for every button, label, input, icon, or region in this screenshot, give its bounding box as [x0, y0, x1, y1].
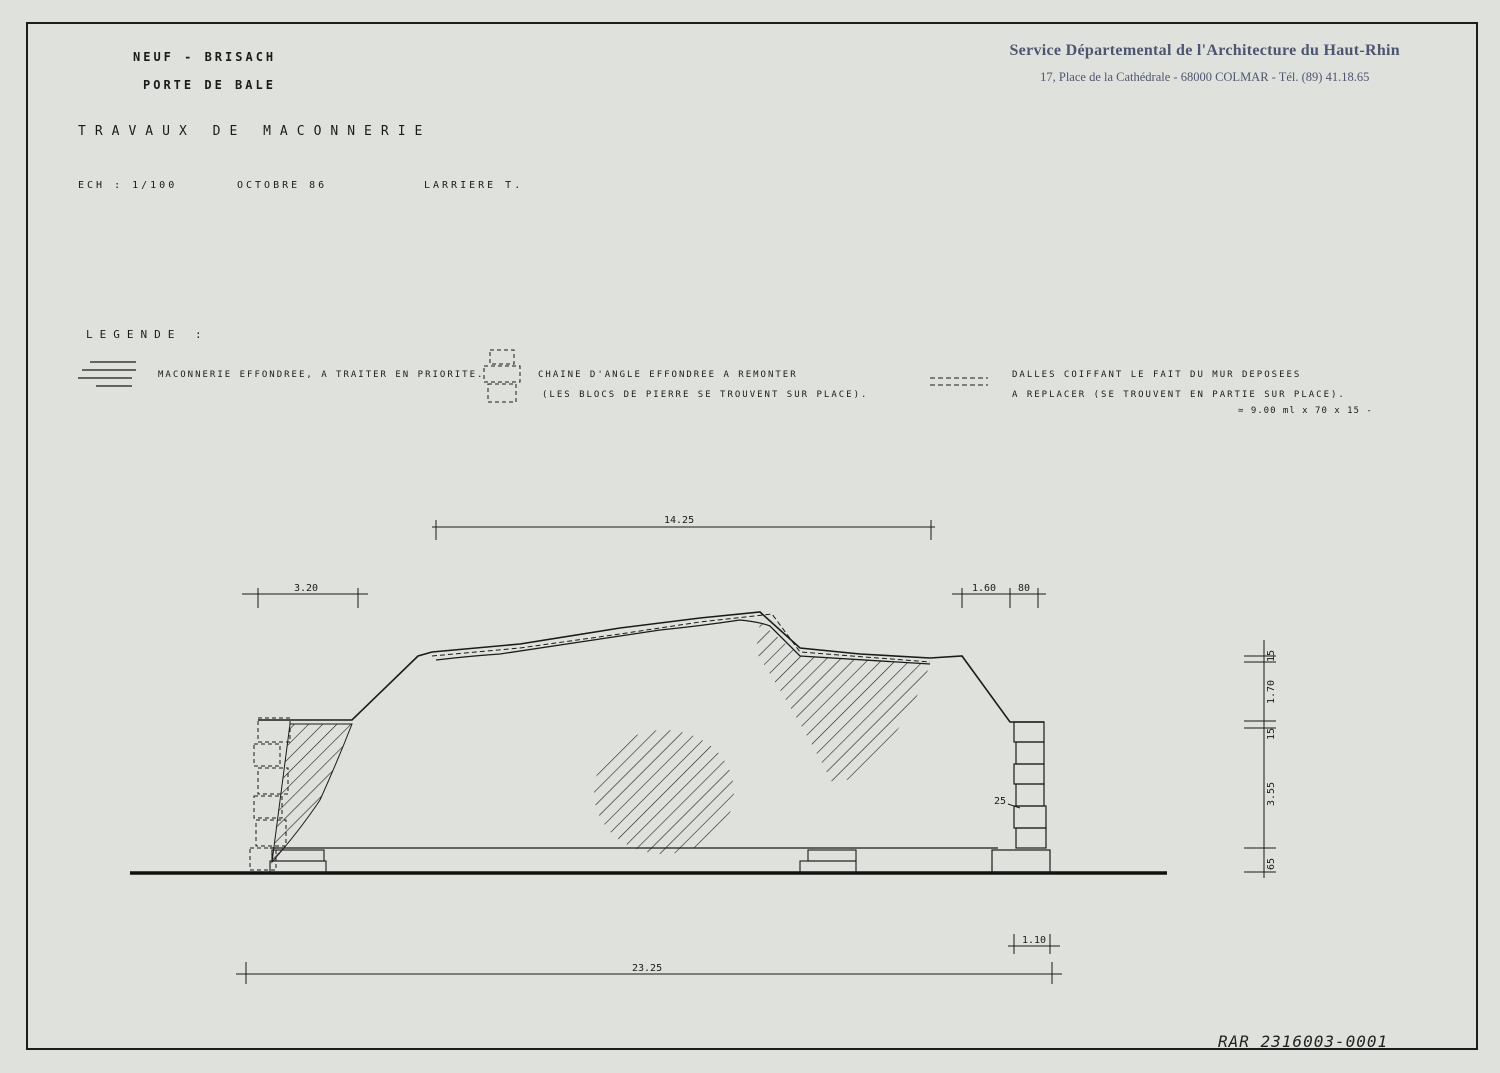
dimension-lines	[236, 520, 1276, 984]
legend-item-slabs-3: ≃ 9.00 ml x 70 x 15 -	[1238, 406, 1373, 416]
legend-item-slabs-2: A REPLACER (SE TROUVENT EN PARTIE SUR PLACE).	[1012, 390, 1346, 400]
title-author: LARRIERE T.	[424, 180, 524, 191]
dim-base-right: 1.10	[1022, 935, 1047, 946]
dim-top-span: 14.25	[664, 515, 695, 526]
legend-item-corner-chain-1: CHAINE D'ANGLE EFFONDREE A REMONTER	[538, 370, 798, 380]
dim-height-1: 15	[1266, 649, 1277, 662]
office-name: Service Départemental de l'Architecture du Haut-Rhin	[1009, 42, 1400, 59]
collapsed-area-upper-right	[756, 622, 930, 782]
title-gate: PORTE DE BALE	[143, 78, 276, 92]
legend-item-collapsed-masonry: MACONNERIE EFFONDREE, A TRAITER EN PRIORITE.	[158, 370, 485, 380]
dim-right-b: 80	[1018, 583, 1031, 594]
footing-blocks	[270, 850, 856, 872]
collapsed-area-left	[272, 724, 352, 862]
missing-slabs-line	[432, 614, 930, 662]
dim-right-a: 1.60	[972, 583, 997, 594]
archive-reference: RAR 2316003-0001	[1218, 1032, 1389, 1051]
dim-height-3: 15	[1266, 727, 1277, 740]
legend-heading: LEGENDE :	[86, 328, 209, 341]
dim-wall-offset: 25	[994, 796, 1007, 807]
dim-height-5: 65	[1266, 857, 1277, 870]
dim-height-2: 1.70	[1266, 679, 1277, 704]
title-subject: TRAVAUX DE MACONNERIE	[78, 124, 432, 139]
legend-item-slabs-1: DALLES COIFFANT LE FAIT DU MUR DEPOSEES	[1012, 370, 1302, 380]
legend-symbol-corner-chain	[484, 350, 520, 402]
collapsed-area-center	[590, 728, 740, 858]
title-town: NEUF - BRISACH	[133, 50, 277, 64]
title-date: OCTOBRE 86	[237, 180, 328, 191]
dim-total-length: 23.25	[632, 963, 663, 974]
eroded-crest-line	[436, 620, 930, 664]
legend-symbol-collapsed-masonry	[78, 362, 136, 386]
dim-left-width: 3.20	[294, 583, 319, 594]
legend-item-corner-chain-2: (LES BLOCS DE PIERRE SE TROUVENT SUR PLACE).	[542, 390, 869, 400]
office-address: 17, Place de la Cathédrale - 68000 COLMAR - Tél. (89) 41.18.65	[1040, 70, 1370, 84]
dim-height-4: 3.55	[1266, 781, 1277, 806]
title-scale: ECH : 1/100	[78, 180, 178, 191]
legend-symbol-slabs	[930, 378, 988, 385]
